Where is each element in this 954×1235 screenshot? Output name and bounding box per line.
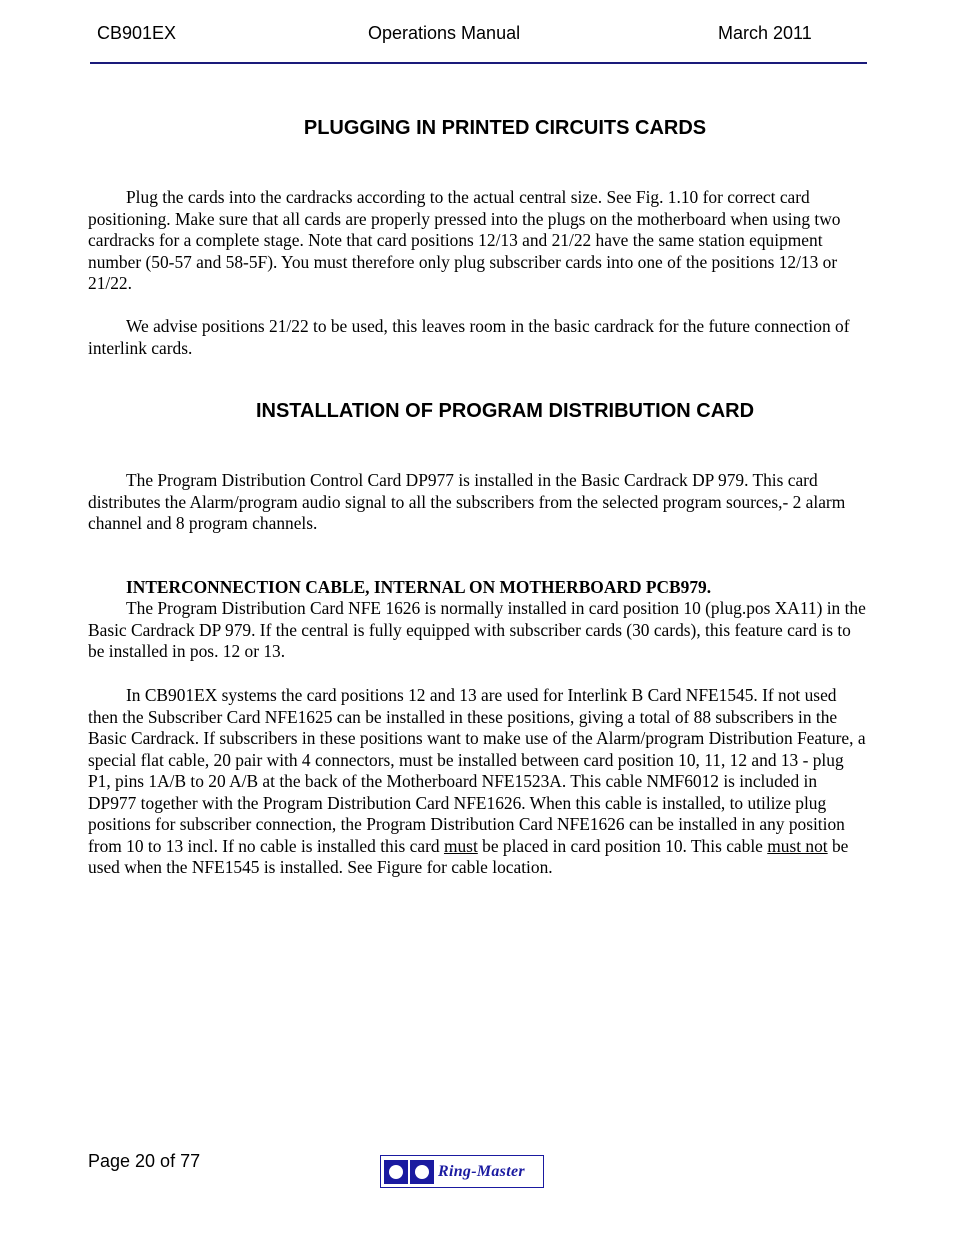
interconnection-subheading: INTERCONNECTION CABLE, INTERNAL ON MOTHERBOARD PCB979.: [126, 577, 712, 597]
installation-paragraph-1: The Program Distribution Control Card DP977 is installed in the Basic Cardrack DP 979. This card distributes the Alarm/program audio signal to all the subscribers from the selected program sources,- 2 alarm channel and 8 program channels.: [88, 470, 846, 533]
header-date: March 2011: [718, 23, 812, 43]
emphasis-must: must: [443, 835, 478, 856]
plugging-paragraph-2: We advise positions 21/22 to be used, this leaves room in the basic cardrack for the future connection of interlink cards.: [88, 316, 850, 358]
interconnection-paragraph-1: The Program Distribution Card NFE 1626 is normally installed in card position 10 (plug.pos XA11) in the Basic Cardrack DP 979. If the central is fully equipped with subscriber cards (30 cards), this feature card is to be installed in pos. 12 or 13.: [88, 598, 866, 661]
logo-text: Ring-Master: [438, 1162, 525, 1180]
emphasis-must-not: must not: [767, 835, 828, 856]
header-divider: [90, 62, 867, 64]
header-doc-code: CB901EX: [97, 23, 177, 43]
footer-page-number: Page 20 of 77: [88, 1151, 201, 1171]
plugging-paragraph-1: Plug the cards into the cardracks according to the actual central size. See Fig. 1.10 for correct card positioning. Make sure that all cards are properly pressed into the plugs on the motherboard when using two cardracks for a complete stage. Note that card positions 12/13 and 21/22 have the same station equipment number (50-57 and 58-5F). You must therefore only plug subscriber cards into one of the positions 12/13 or 21/22.: [88, 187, 841, 293]
header-doc-title: Operations Manual: [368, 23, 521, 43]
ring-master-logo: [380, 1155, 544, 1188]
interconnection-paragraph-2: In CB901EX systems the card positions 12 and 13 are used for Interlink B Card NFE1545. If not used then the Subscriber Card NFE1625 can be installed in these positions, giving a total of 88 subscribers in the Basic Cardrack. If subscribers in these positions want to make use of the Alarm/program Distribution Feature, a special flat cable, 20 pair with 4 connectors, must be installed between card position 10, 11, 12 and 13 - plug P1, pins 1A/B to 20 A/B at the back of the Motherboard NFE1523A. This cable NMF6012 is included in DP977 together with the Program Distribution Card NFE1626. When this cable is installed, to utilize plug positions for subscriber connection, the Program Distribution Card NFE1626 can be installed in any position from 10 to 13 incl. If no cable is installed this card must be placed in card position 10. This cable must not be used when the NFE1545 is installed. See Figure for cable location.: [88, 685, 866, 877]
logo-rings-icon: [384, 1160, 434, 1184]
section-title-plugging: PLUGGING IN PRINTED CIRCUITS CARDS: [303, 117, 707, 139]
section-title-installation: INSTALLATION OF PROGRAM DISTRIBUTION CARD: [255, 400, 755, 422]
